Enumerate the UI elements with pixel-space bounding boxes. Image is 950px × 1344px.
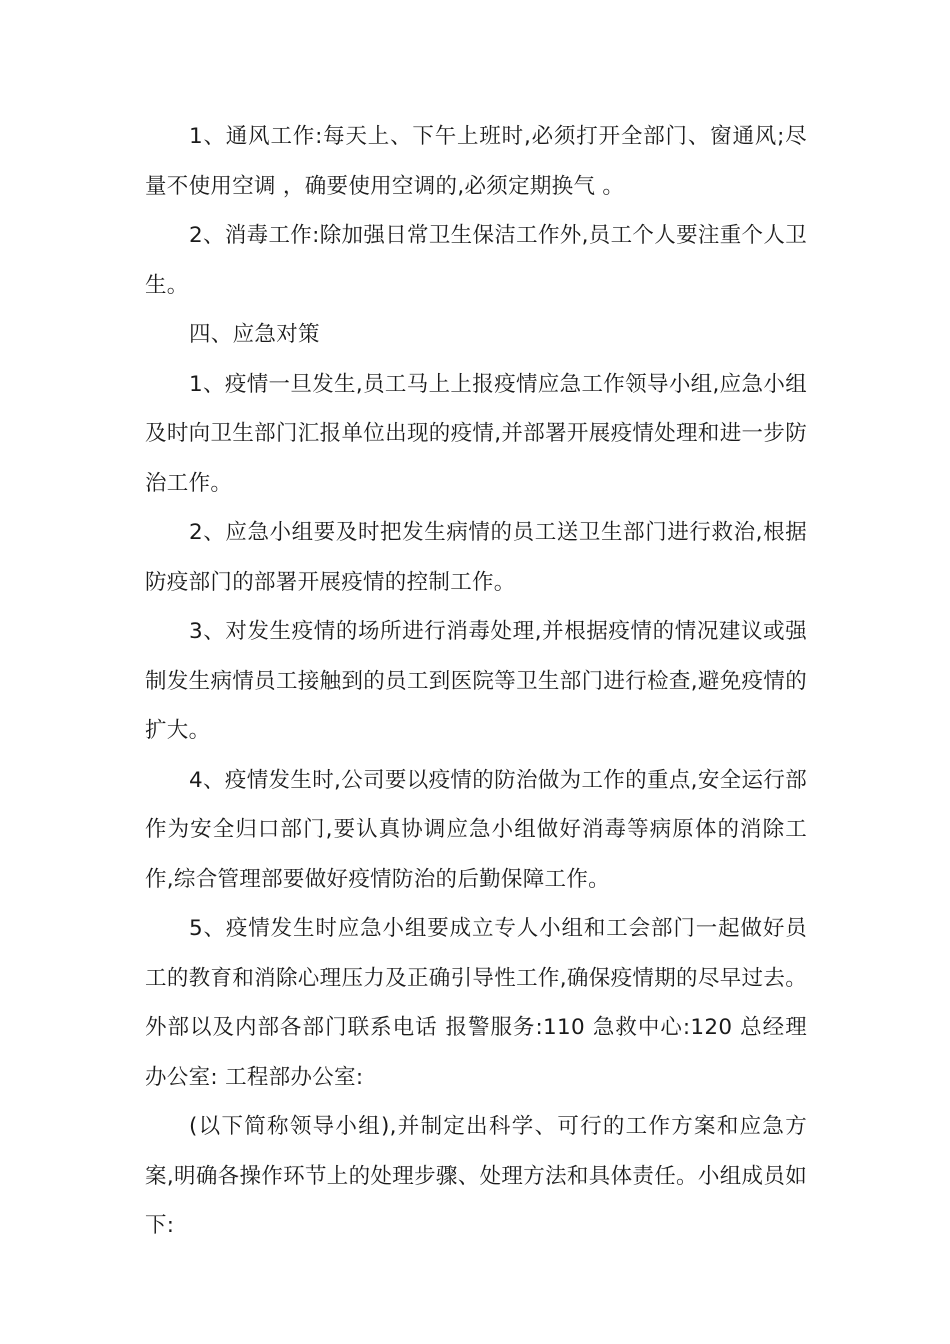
paragraph-leadership-group: (以下简称领导小组),并制定出科学、可行的工作方案和应急方案,明确各操作环节上的处理步骤、处理方法和具体责任。小组成员如下: xyxy=(145,1114,807,1238)
paragraph-emergency-4: 4、疫情发生时,公司要以疫情的防治做为工作的重点,安全运行部作为安全归口部门,要认真协调应急小组做好消毒等病原体的消除工作,综合管理部要做好疫情防治的后勤保障工作。 xyxy=(145,767,807,892)
paragraph-emergency-3: 3、对发生疫情的场所进行消毒处理,并根据疫情的情况建议或强制发生病情员工接触到的员工到医院等卫生部门进行检查,避免疫情的扩大。 xyxy=(145,619,807,743)
section-heading-emergency-measures: 四、应急对策 xyxy=(189,322,320,347)
paragraph-emergency-1: 1、疫情一旦发生,员工马上上报疫情应急工作领导小组,应急小组及时向卫生部门汇报单位出现的疫情,并部署开展疫情处理和进一步防治工作。 xyxy=(145,371,807,496)
document-body xyxy=(145,112,807,1251)
paragraph-emergency-5: 5、疫情发生时应急小组要成立专人小组和工会部门一起做好员工的教育和消除心理压力及正确引导性工作,确保疫情期的尽早过去。 外部以及内部各部门联系电话 报警服务:110 急救中心:120 总经理办公室: 工程部办公室: xyxy=(145,916,807,1090)
paragraph-emergency-2: 2、应急小组要及时把发生病情的员工送卫生部门进行救治,根据防疫部门的部署开展疫情的控制工作。 xyxy=(145,520,807,595)
paragraph-disinfection: 2、消毒工作:除加强日常卫生保洁工作外,员工个人要注重个人卫生。 xyxy=(145,223,807,298)
paragraph-ventilation: 1、通风工作:每天上、下午上班时,必须打开全部门、窗通风;尽量不使用空调 ，确要使用空调的,必须定期换气 。 xyxy=(145,124,807,199)
